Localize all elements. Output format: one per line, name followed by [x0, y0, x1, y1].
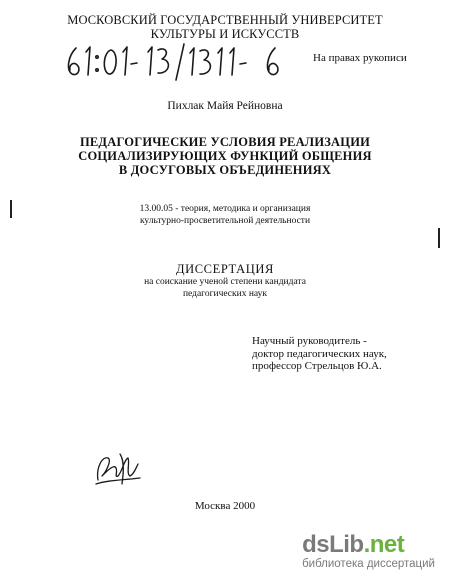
- dslib-logo-tld: .net: [363, 531, 405, 558]
- dslib-logo-main: dsLib: [302, 531, 364, 558]
- university-name-line2: КУЛЬТУРЫ И ИСКУССТВ: [150, 27, 300, 41]
- dissertation-title: [0, 135, 450, 177]
- title-line3: В ДОСУГОВЫХ ОБЪЕДИНЕНИЯХ: [118, 163, 332, 177]
- specialty-line1: 13.00.05 - теория, методика и организация: [139, 204, 311, 214]
- advisor-line1: Научный руководитель -: [252, 335, 367, 347]
- degree-description: [0, 277, 450, 300]
- title-line2: СОЦИАЛИЗИРУЮЩИХ ФУНКЦИЙ ОБЩЕНИЯ: [78, 149, 372, 163]
- author-name: Пихлак Майя Рейновна: [167, 100, 283, 112]
- dslib-watermark: [302, 532, 435, 570]
- specialty-line2: культурно-просветительной деятельности: [139, 215, 311, 226]
- dslib-subtitle: библиотека диссертаций: [302, 558, 435, 570]
- advisor-line2: доктор педагогических наук,: [252, 347, 387, 360]
- degree-line1: на соискание ученой степени кандидата: [144, 277, 306, 287]
- specialty-code: [0, 204, 450, 227]
- handwritten-catalog-number: [62, 42, 312, 82]
- handwritten-signature: [90, 450, 146, 490]
- title-line1: ПЕДАГОГИЧЕСКИЕ УСЛОВИЯ РЕАЛИЗАЦИИ: [79, 135, 371, 149]
- dissertation-heading: ДИССЕРТАЦИЯ: [175, 262, 274, 276]
- university-name-line1: МОСКОВСКИЙ ГОСУДАРСТВЕННЫЙ УНИВЕРСИТЕТ: [67, 13, 383, 27]
- rights-note: На правах рукописи: [313, 52, 407, 64]
- scientific-advisor: [252, 335, 387, 373]
- scan-mark-right: [438, 228, 440, 248]
- university-name: [0, 13, 450, 41]
- dslib-logo: [302, 532, 435, 558]
- advisor-line3: профессор Стрельцов Ю.А.: [252, 360, 382, 372]
- degree-line2: педагогических наук: [182, 288, 268, 299]
- city-and-year: Москва 2000: [194, 500, 256, 512]
